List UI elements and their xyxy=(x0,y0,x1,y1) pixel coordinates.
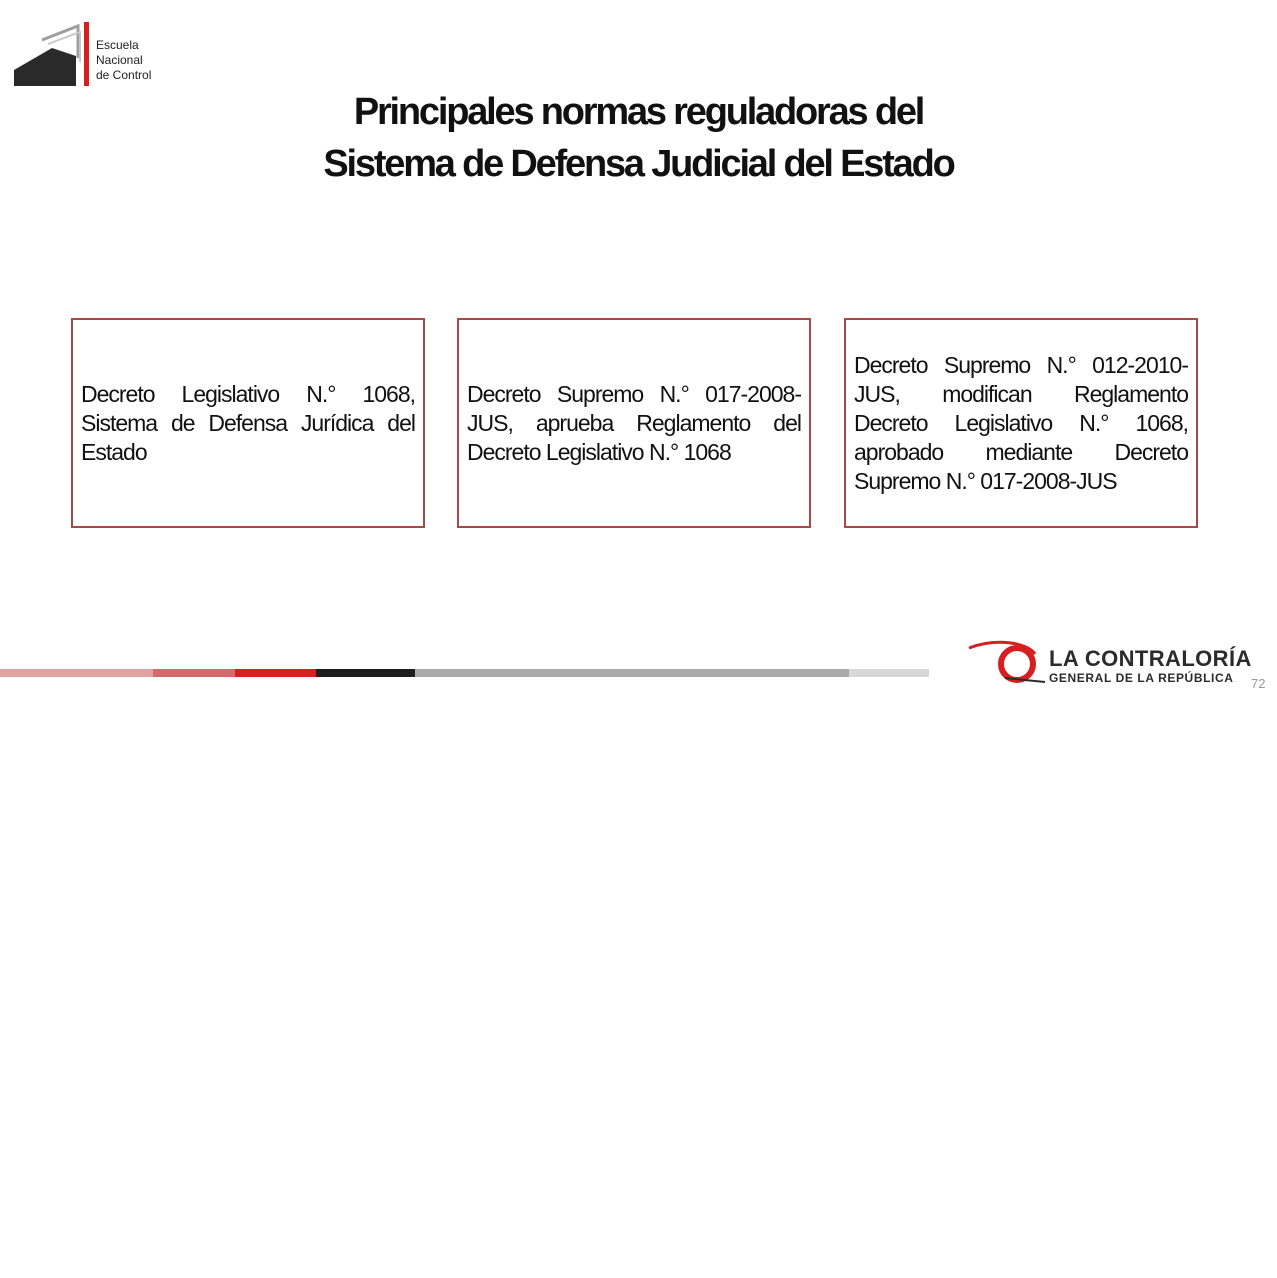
page-number: 72 xyxy=(1251,676,1266,691)
footer-stripe-segment xyxy=(849,669,929,677)
norm-card-decreto-legislativo-1068 xyxy=(71,318,425,528)
footer-stripe-segment xyxy=(316,669,415,677)
slide-title xyxy=(0,86,1277,190)
contraloria-swoosh-icon xyxy=(965,638,1049,692)
contraloria-logo xyxy=(965,638,1255,692)
norm-card-text: Decreto Supremo N.° 017-2008-JUS, aprueba Reglamento del Decreto Legislativo N.° 1068 xyxy=(467,380,801,465)
footer-stripe-segment xyxy=(415,669,849,677)
norm-card-text: Decreto Supremo N.° 012-2010-JUS, modifican Reglamento Decreto Legislativo N.° 1068, aprobado mediante Decreto Supremo N.° 017-2008-JUS xyxy=(854,351,1188,494)
footer-stripe-segment xyxy=(0,669,153,677)
escuela-nacional-wordmark xyxy=(96,38,151,83)
contraloria-subtitle: GENERAL DE LA REPÚBLICA xyxy=(1049,671,1234,685)
logo-line-1: Escuela xyxy=(96,38,139,52)
title-line-1: Principales normas reguladoras del xyxy=(353,91,924,133)
contraloria-wordmark: LA CONTRALORÍA xyxy=(1049,646,1252,671)
title-line-2: Sistema de Defensa Judicial del Estado xyxy=(323,143,954,185)
norm-card-decreto-supremo-012-2010 xyxy=(844,318,1198,528)
footer-stripe-segment xyxy=(235,669,316,677)
logo-line-3: de Control xyxy=(96,68,152,82)
norm-card-text: Decreto Legislativo N.° 1068, Sistema de Defensa Jurídica del Estado xyxy=(81,380,415,465)
norm-card-decreto-supremo-017-2008 xyxy=(457,318,811,528)
building-icon xyxy=(12,18,92,90)
escuela-nacional-logo xyxy=(12,18,182,90)
logo-line-2: Nacional xyxy=(96,53,143,67)
footer-stripe-segment xyxy=(153,669,235,677)
